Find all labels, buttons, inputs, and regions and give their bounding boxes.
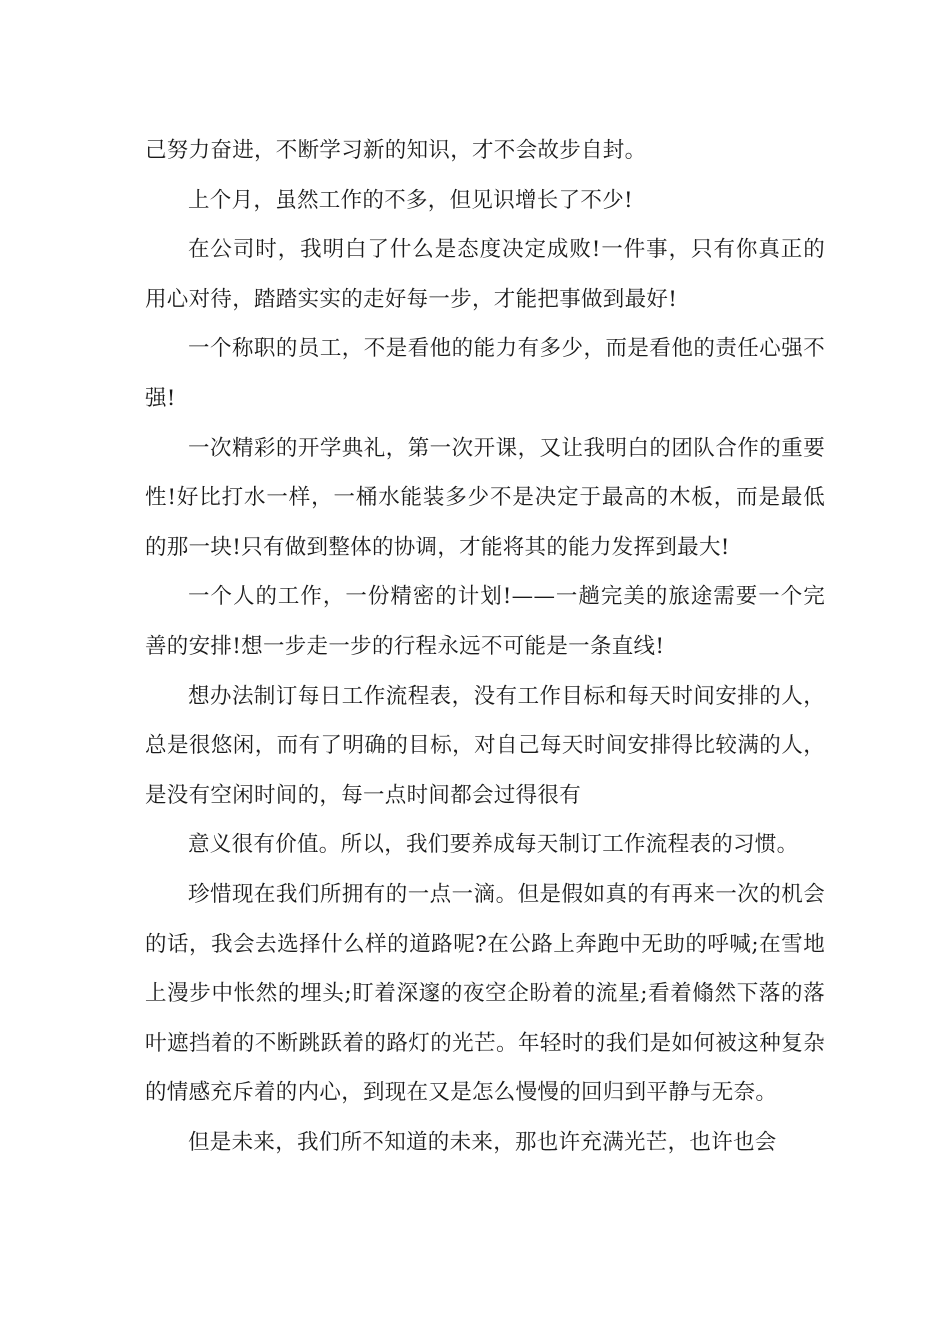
paragraph-3: 在公司时，我明白了什么是态度决定成败!一件事，只有你真正的用心对待，踏踏实实的走好每一步，才能把事做到最好! xyxy=(145,237,825,312)
document-body xyxy=(145,126,825,1167)
paragraph-8: 意义很有价值。所以，我们要养成每天制订工作流程表的习惯。 xyxy=(188,832,799,858)
paragraph-6: 一个人的工作，一份精密的计划!——一趟完美的旅途需要一个完善的安排!想一步走一步的行程永远不可能是一条直线! xyxy=(145,584,825,659)
paragraph-2: 上个月，虽然工作的不多，但见识增长了不少! xyxy=(188,187,633,213)
paragraph-5: 一次精彩的开学典礼，第一次开课，又让我明白的团队合作的重要性!好比打水一样，一桶水能装多少不是决定于最高的木板，而是最低的那一块!只有做到整体的协调，才能将其的能力发挥到最大! xyxy=(145,435,825,560)
paragraph-7: 想办法制订每日工作流程表，没有工作目标和每天时间安排的人，总是很悠闲，而有了明确的目标，对自己每天时间安排得比较满的人，是没有空闲时间的，每一点时间都会过得很有 xyxy=(145,683,825,808)
paragraph-9: 珍惜现在我们所拥有的一点一滴。但是假如真的有再来一次的机会的话，我会去选择什么样的道路呢?在公路上奔跑中无助的呼喊;在雪地上漫步中怅然的埋头;盯着深邃的夜空企盼着的流星;看着翛然下落的落叶遮挡着的不断跳跃着的路灯的光芒。年轻时的我们是如何被这种复杂的情感充斥着的内心，到现在又是怎么慢慢的回归到平静与无奈。 xyxy=(145,881,825,1106)
paragraph-4: 一个称职的员工，不是看他的能力有多少，而是看他的责任心强不强! xyxy=(145,336,825,411)
paragraph-1: 己努力奋进，不断学习新的知识，才不会故步自封。 xyxy=(145,138,647,163)
paragraph-10: 但是未来，我们所不知道的未来，那也许充满光芒，也许也会 xyxy=(188,1129,777,1155)
